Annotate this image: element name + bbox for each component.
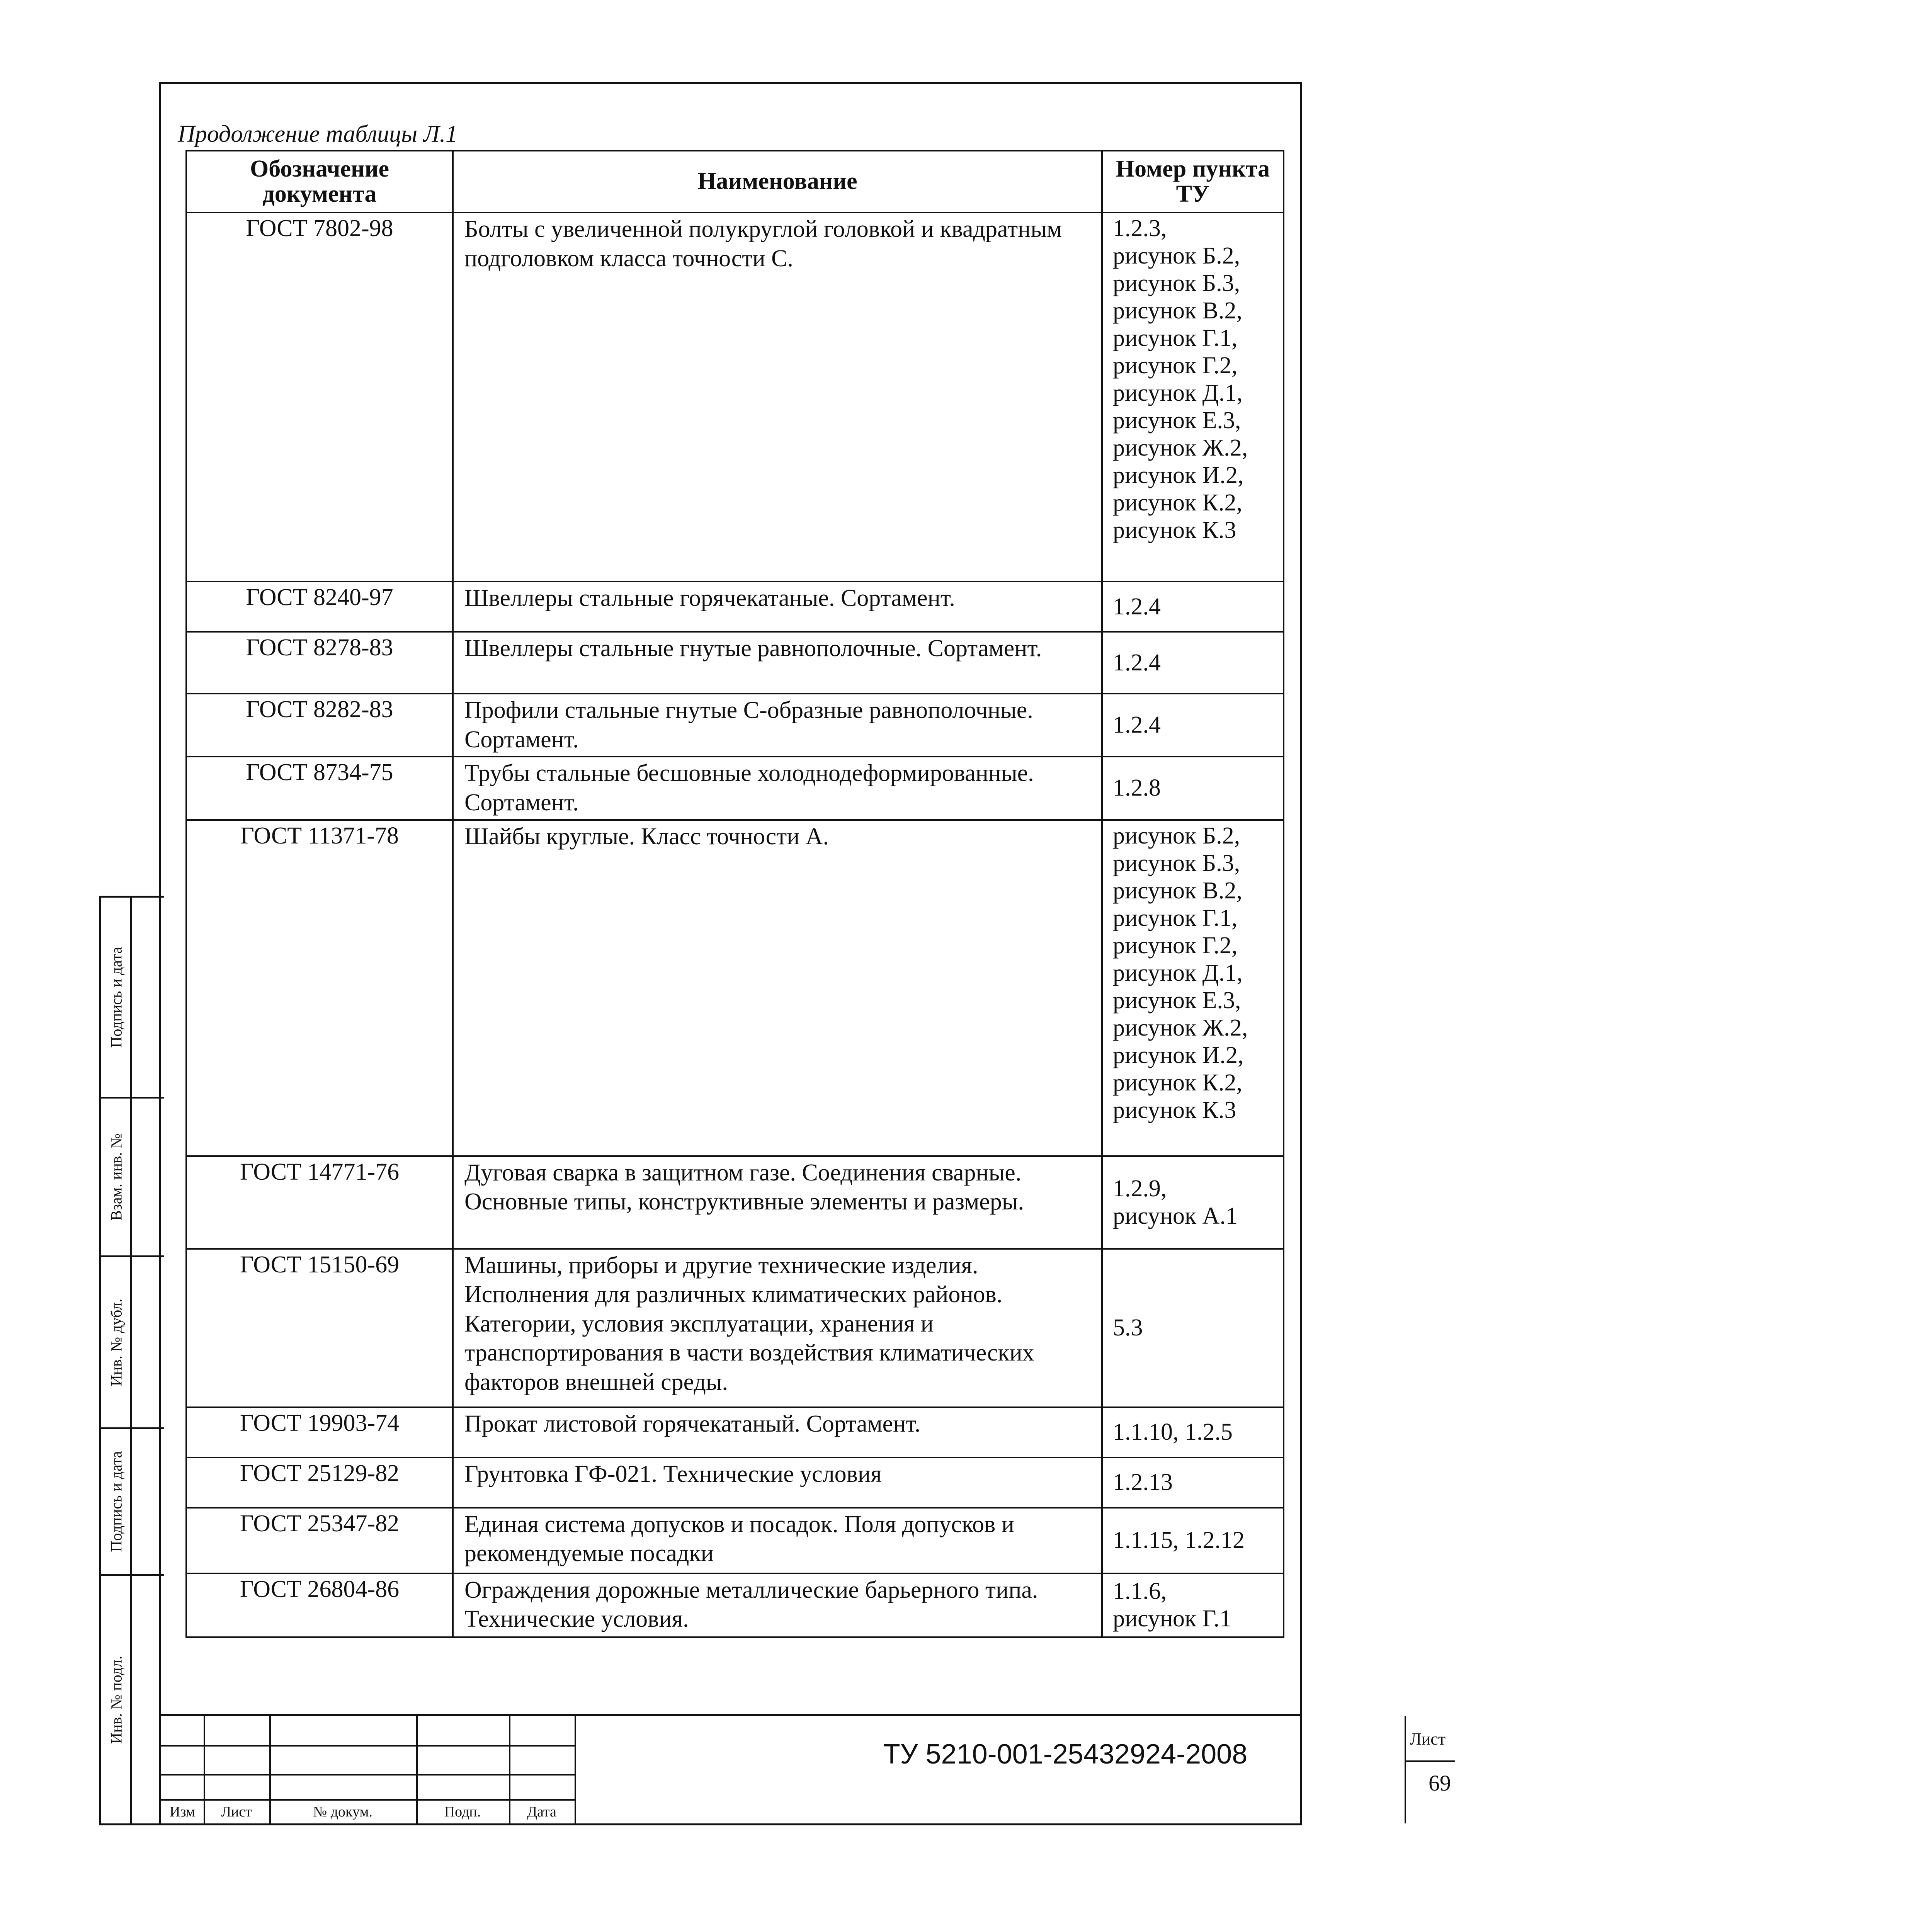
references-table: [185, 150, 1284, 1638]
document-code-cell: ГОСТ 8240-97: [186, 582, 453, 632]
title-block-divider: [161, 1774, 576, 1776]
header-clause-number: Номер пункта ТУ: [1102, 151, 1284, 213]
clause-number-cell: рисунок Б.2, рисунок Б.3, рисунок В.2, рисунок Г.1, рисунок Г.2, рисунок Д.1, рисунок Е.3, рисунок Ж.2, рисунок И.2, рисунок К.2, рисунок К.3: [1102, 820, 1284, 1156]
document-name-cell: Машины, приборы и другие технические изделия. Исполнения для различных климатических районов. Категории, условия эксплуатации, хранения и транспортирования в части воздействия климатических факторов внешней среды.: [453, 1249, 1102, 1407]
document-code-cell: ГОСТ 8278-83: [186, 632, 453, 694]
side-stamp-cell: [101, 1576, 164, 1825]
title-block-column-label: Подп.: [444, 1804, 481, 1820]
table-row: [186, 820, 1284, 1156]
table-row: [186, 632, 1284, 694]
table-row: [186, 1249, 1284, 1407]
document-name-cell: Профили стальные гнутые С-образные равнополочные. Сортамент.: [453, 694, 1102, 757]
document-name-cell: Дуговая сварка в защитном газе. Соединения сварные. Основные типы, конструктивные элементы и размеры.: [453, 1156, 1102, 1249]
title-block-divider: [1405, 1716, 1406, 1823]
document-code-cell: ГОСТ 14771-76: [186, 1156, 453, 1249]
table-row: [186, 1407, 1284, 1458]
table-row: [186, 1573, 1284, 1637]
side-stamp-label-box: [101, 898, 132, 1097]
table-row: [186, 757, 1284, 820]
clause-number-cell: 1.1.10, 1.2.5: [1102, 1407, 1284, 1458]
document-code: ТУ 5210-001-25432924-2008: [883, 1739, 1248, 1770]
document-name-cell: Грунтовка ГФ-021. Технические условия: [453, 1458, 1102, 1508]
table-row: [186, 1458, 1284, 1508]
clause-number-cell: 5.3: [1102, 1249, 1284, 1407]
table-row: [186, 1508, 1284, 1573]
side-stamp-cell: [101, 898, 164, 1099]
document-code-cell: ГОСТ 26804-86: [186, 1573, 453, 1637]
title-block-column-label: № докум.: [313, 1804, 373, 1820]
document-name-cell: Ограждения дорожные металлические барьерного типа. Технические условия.: [453, 1573, 1102, 1637]
table-caption: Продолжение таблицы Л.1: [178, 121, 458, 147]
side-stamp-label: Подпись и дата: [107, 947, 125, 1048]
side-stamp-label: Подпись и дата: [107, 1451, 125, 1552]
document-code-cell: ГОСТ 19903-74: [186, 1407, 453, 1458]
document-code-cell: ГОСТ 7802-98: [186, 213, 453, 582]
side-stamp-cell: [101, 1429, 164, 1576]
header-document-code: Обозначение документа: [186, 151, 453, 213]
side-stamp-cell: [101, 1257, 164, 1429]
title-block-divider: [575, 1716, 576, 1823]
clause-number-cell: 1.1.6, рисунок Г.1: [1102, 1573, 1284, 1637]
side-stamp-cell: [101, 1099, 164, 1257]
title-block-divider: [161, 1799, 576, 1801]
clause-number-cell: 1.2.4: [1102, 632, 1284, 694]
clause-number-cell: 1.2.9, рисунок А.1: [1102, 1156, 1284, 1249]
clause-number-cell: 1.2.4: [1102, 582, 1284, 632]
document-name-cell: Единая система допусков и посадок. Поля допусков и рекомендуемые посадки: [453, 1508, 1102, 1573]
table-header-row: [186, 151, 1284, 213]
table-row: [186, 582, 1284, 632]
side-stamp-label-box: [101, 1099, 132, 1255]
document-name-cell: Швеллеры стальные горячекатаные. Сортамент.: [453, 582, 1102, 632]
clause-number-cell: 1.2.3, рисунок Б.2, рисунок Б.3, рисунок В.2, рисунок Г.1, рисунок Г.2, рисунок Д.1, рисунок Е.3, рисунок Ж.2, рисунок И.2, рисунок К.2, рисунок К.3: [1102, 213, 1284, 582]
document-code-cell: ГОСТ 11371-78: [186, 820, 453, 1156]
document-name-cell: Болты с увеличенной полукруглой головкой и квадратным подголовком класса точности С.: [453, 213, 1102, 582]
document-name-cell: Прокат листовой горячекатаный. Сортамент.: [453, 1407, 1102, 1458]
table-row: [186, 213, 1284, 582]
clause-number-cell: 1.2.4: [1102, 694, 1284, 757]
document-name-cell: Трубы стальные бесшовные холоднодеформированные. Сортамент.: [453, 757, 1102, 820]
side-stamp-label-box: [101, 1576, 132, 1823]
title-block-column-label: Лист: [221, 1804, 252, 1820]
document-code-cell: ГОСТ 25129-82: [186, 1458, 453, 1508]
document-code-cell: ГОСТ 8734-75: [186, 757, 453, 820]
side-stamp-label: Взам. инв. №: [107, 1133, 125, 1221]
header-name: Наименование: [453, 151, 1102, 213]
side-stamp-label-box: [101, 1429, 132, 1574]
document-name-cell: Швеллеры стальные гнутые равнополочные. Сортамент.: [453, 632, 1102, 694]
sheet-number: 69: [1429, 1770, 1451, 1796]
clause-number-cell: 1.2.8: [1102, 757, 1284, 820]
title-block: [161, 1714, 1451, 1823]
document-code-cell: ГОСТ 8282-83: [186, 694, 453, 757]
table-row: [186, 694, 1284, 757]
side-stamp-label-box: [101, 1257, 132, 1427]
document-name-cell: Шайбы круглые. Класс точности А.: [453, 820, 1102, 1156]
document-code-cell: ГОСТ 25347-82: [186, 1508, 453, 1573]
title-block-divider: [1405, 1760, 1455, 1762]
side-stamp-label: Инв. № дубл.: [107, 1298, 125, 1386]
side-stamp-label: Инв. № подл.: [107, 1655, 125, 1744]
clause-number-cell: 1.2.13: [1102, 1458, 1284, 1508]
title-block-divider: [161, 1745, 576, 1747]
document-code-cell: ГОСТ 15150-69: [186, 1249, 453, 1407]
title-block-column-label: Дата: [527, 1804, 556, 1820]
table-body: [186, 213, 1284, 1637]
side-stamp: [99, 896, 164, 1825]
sheet-label: Лист: [1410, 1730, 1446, 1748]
title-block-column-label: Изм: [170, 1804, 195, 1820]
table-row: [186, 1156, 1284, 1249]
clause-number-cell: 1.1.15, 1.2.12: [1102, 1508, 1284, 1573]
